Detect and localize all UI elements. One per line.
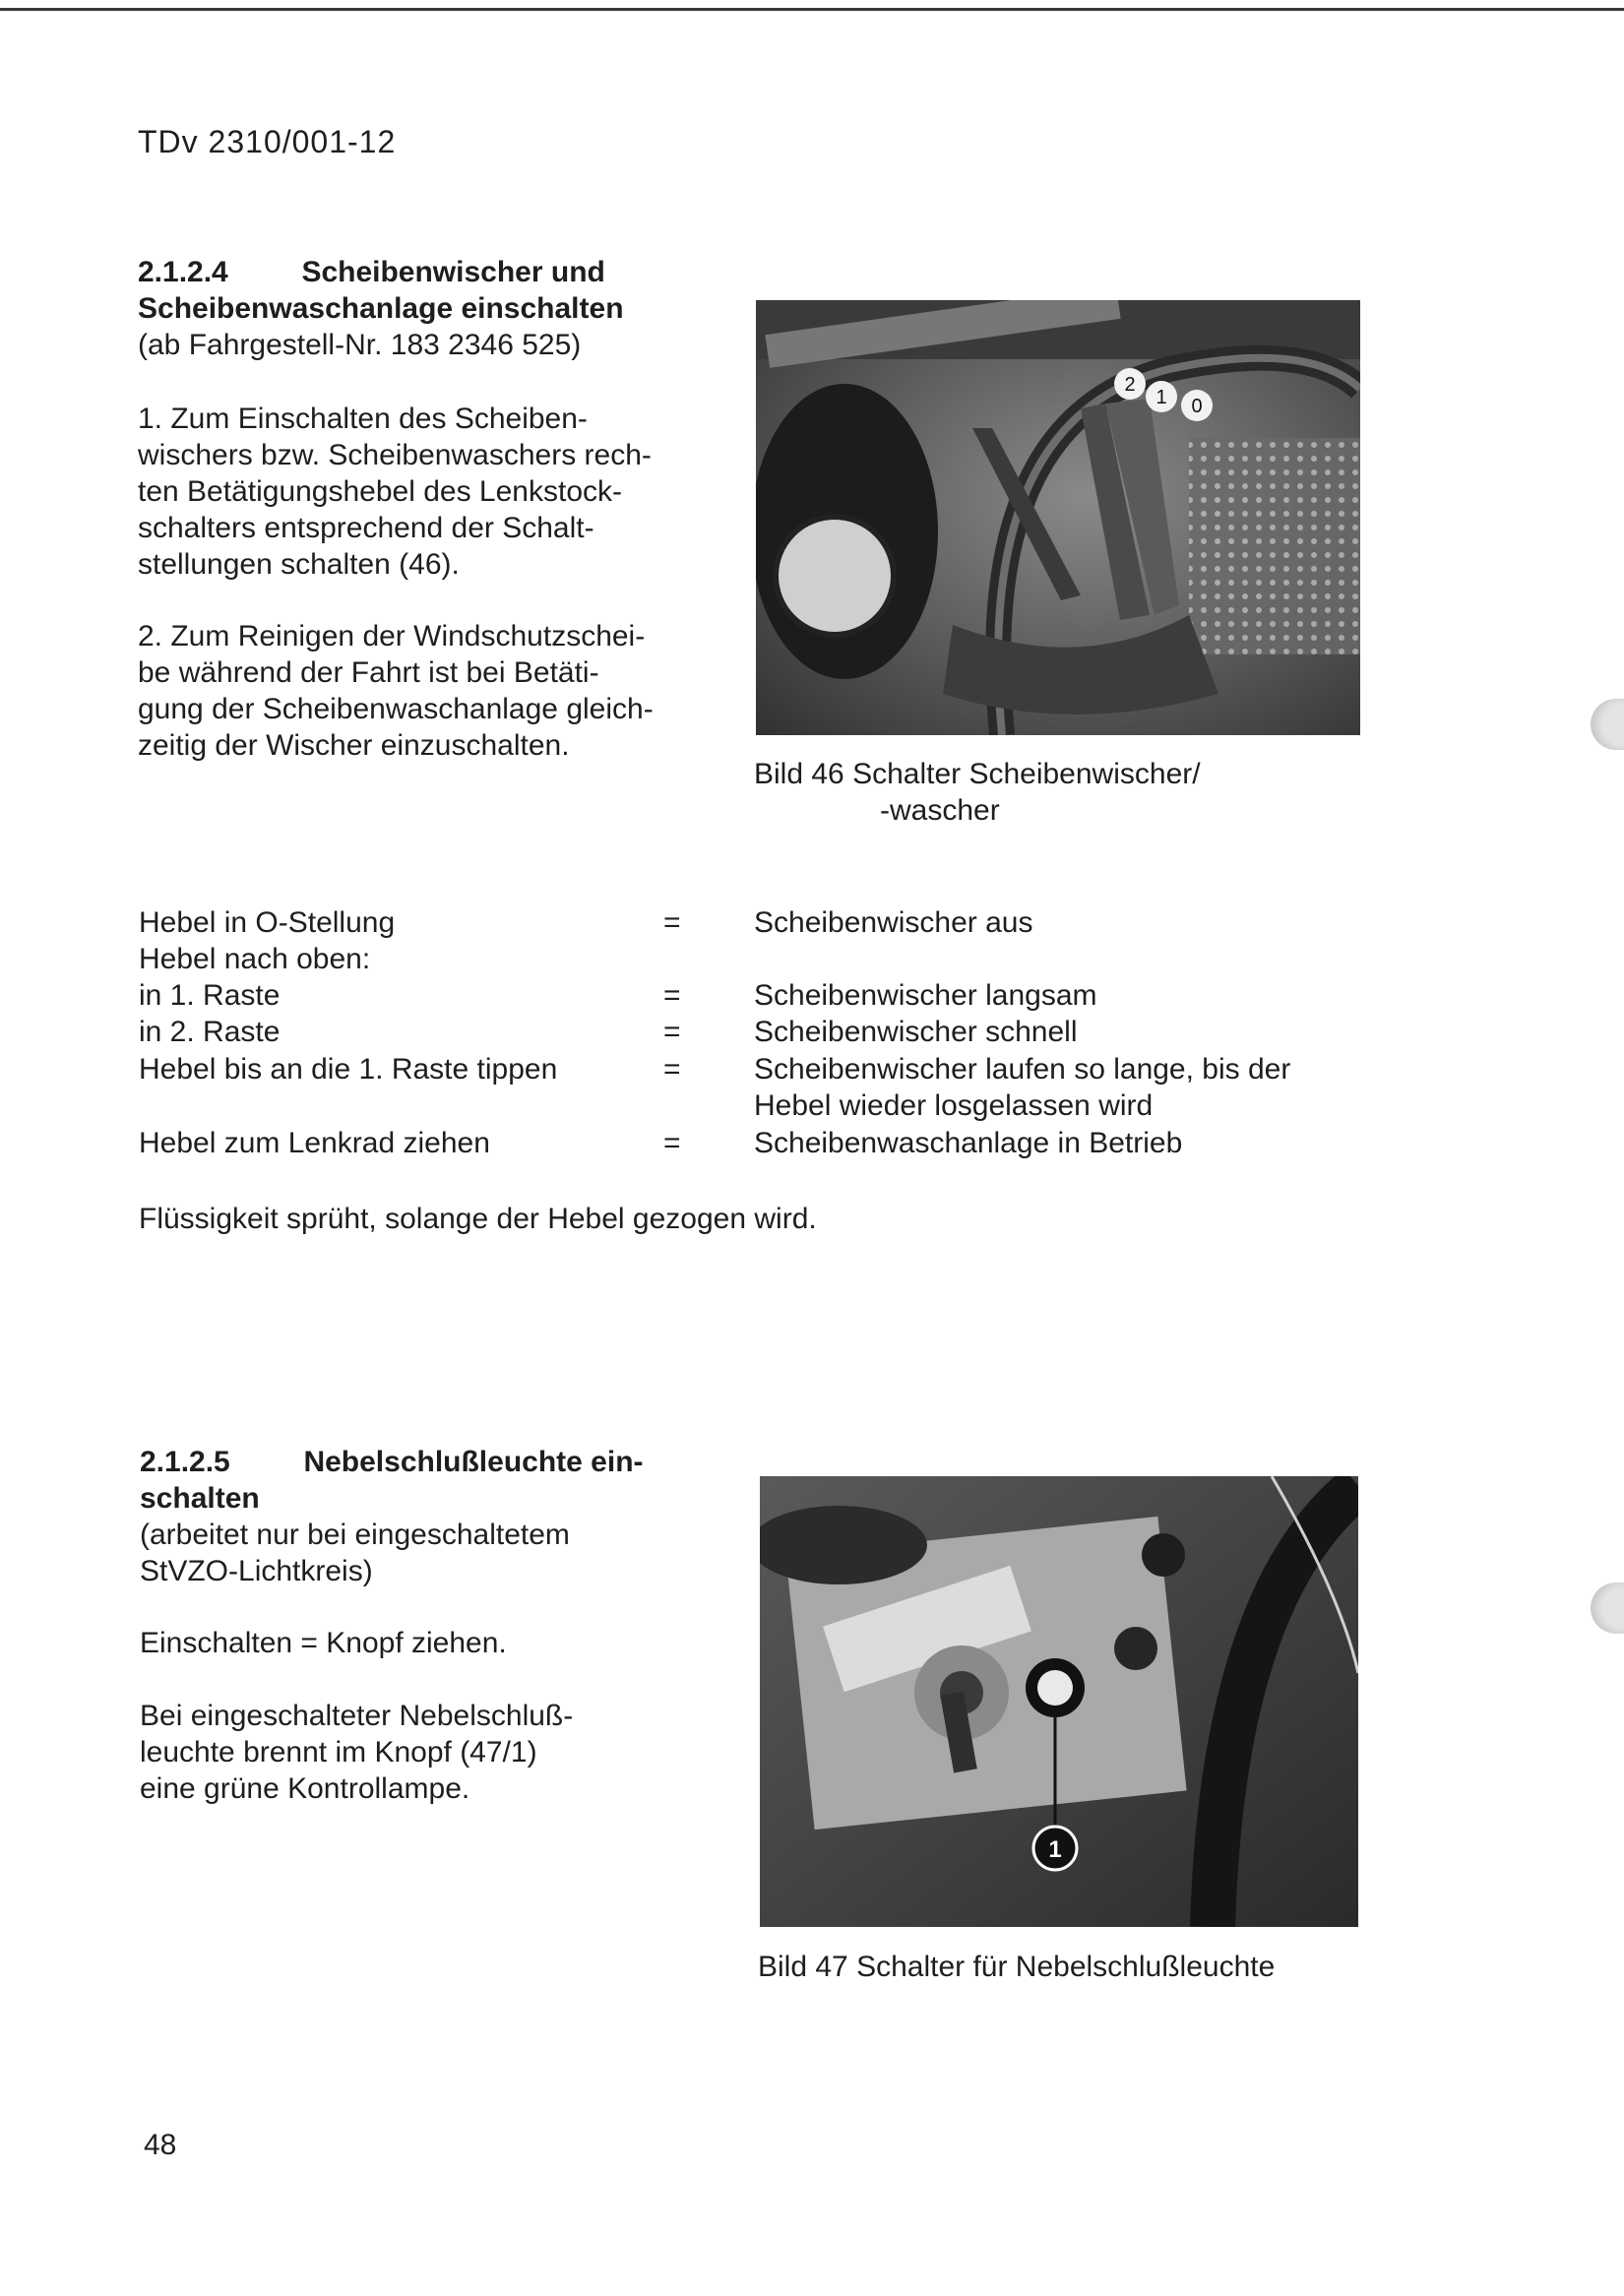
text-line: 2. Zum Reinigen der Windschutzschei- [138, 620, 646, 652]
text-line: 1. Zum Einschalten des Scheiben- [138, 403, 588, 435]
text-line: schalters entsprechend der Schalt- [138, 512, 594, 544]
table-cell-result: Scheibenwaschanlage in Betrieb [754, 1127, 1183, 1159]
switch-on-instruction: Einschalten = Knopf ziehen. [140, 1627, 507, 1659]
text-line: stellungen schalten (46). [138, 548, 460, 581]
section-number: 2.1.2.4 [138, 256, 228, 288]
section-note [140, 1517, 570, 1589]
dial-label: 0 [1191, 396, 1203, 417]
paragraph-2 [138, 618, 654, 764]
table-cell-equals: = [663, 1053, 681, 1086]
table-cell-result: Scheibenwischer aus [754, 906, 1033, 939]
figure-46-photo [756, 300, 1360, 735]
section-title-line2: Scheibenwaschanlage einschalten [138, 292, 624, 325]
table-cell-condition: in 2. Raste [139, 1016, 281, 1048]
top-rule [0, 8, 1624, 11]
table-cell-condition: in 1. Raste [139, 979, 281, 1012]
text-line: wischers bzw. Scheibenwaschers rech- [138, 439, 652, 471]
table-cell-result: Scheibenwischer schnell [754, 1016, 1078, 1048]
binder-hole [1591, 699, 1624, 750]
text-line: be während der Fahrt ist bei Betäti- [138, 656, 599, 689]
dial-label: 1 [1156, 387, 1167, 408]
binder-hole [1591, 1582, 1624, 1634]
table-cell-condition: Hebel nach oben: [139, 943, 371, 975]
caption-line: Bild 46 Schalter Scheibenwischer/ [754, 758, 1201, 790]
text-line: StVZO-Lichtkreis) [140, 1555, 373, 1587]
text-line: ten Betätigungshebel des Lenkstock- [138, 475, 622, 508]
table-note: Flüssigkeit sprüht, solange der Hebel gezogen wird. [139, 1203, 817, 1235]
caption-line: -wascher [880, 794, 1000, 827]
paragraph-3 [140, 1698, 573, 1807]
section-subtitle: (ab Fahrgestell-Nr. 183 2346 525) [138, 329, 582, 361]
table-cell-equals: = [663, 979, 681, 1012]
text-line: leuchte brennt im Knopf (47/1) [140, 1736, 537, 1769]
document-id: TDv 2310/001-12 [138, 124, 397, 159]
text-line: Bei eingeschalteter Nebelschluß- [140, 1700, 574, 1732]
text-line: (arbeitet nur bei eingeschaltetem [140, 1519, 570, 1551]
figure-47-photo [760, 1476, 1358, 1927]
table-cell-equals: = [663, 1127, 681, 1159]
table-row [139, 904, 395, 941]
table-cell-equals: = [663, 1016, 681, 1048]
dial-label: 2 [1124, 374, 1136, 396]
section-number: 2.1.2.5 [140, 1446, 230, 1478]
table-cell-condition: Hebel zum Lenkrad ziehen [139, 1127, 490, 1159]
table-cell-result: Hebel wieder losgelassen wird [754, 1089, 1154, 1122]
table-cell-equals: = [663, 906, 681, 939]
text-line: eine grüne Kontrollampe. [140, 1772, 470, 1805]
section-title-line1: Scheibenwischer und [301, 256, 605, 288]
table-cell-condition: Hebel in O-Stellung [139, 906, 396, 939]
page-number: 48 [144, 2129, 177, 2161]
text-line: gung der Scheibenwaschanlage gleich- [138, 693, 654, 725]
text-line: zeitig der Wischer einzuschalten. [138, 729, 570, 762]
table-cell-result: Scheibenwischer laufen so lange, bis der [754, 1053, 1291, 1086]
section-heading-2124 [138, 254, 624, 363]
callout-label: 1 [1048, 1836, 1062, 1863]
section-title-line2: schalten [140, 1482, 260, 1515]
section-heading-2125 [140, 1444, 644, 1517]
paragraph-1 [138, 401, 652, 583]
section-title-line1: Nebelschlußleuchte ein- [303, 1446, 644, 1478]
figure-47-caption: Bild 47 Schalter für Nebelschlußleuchte [758, 1951, 1276, 1983]
figure-46-caption [754, 756, 1201, 829]
table-cell-result: Scheibenwischer langsam [754, 979, 1097, 1012]
table-cell-condition: Hebel bis an die 1. Raste tippen [139, 1053, 558, 1086]
